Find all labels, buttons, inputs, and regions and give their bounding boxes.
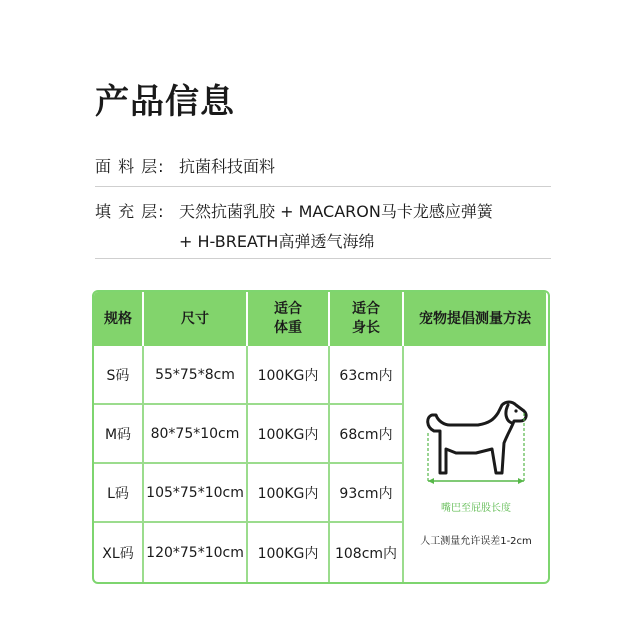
row-m-length: 68cm内 [330, 405, 404, 464]
row-xl-weight: 100KG内 [248, 523, 330, 582]
row-l-length: 93cm内 [330, 464, 404, 523]
fabric-label: 面 料 层: [95, 157, 165, 176]
header-method: 宠物提倡测量方法 [404, 292, 548, 346]
divider-bottom [95, 258, 551, 259]
row-l-size: L码 [94, 464, 144, 523]
row-s-length: 63cm内 [330, 346, 404, 405]
row-s-size: S码 [94, 346, 144, 405]
filling-label: 填 充 层: [95, 202, 165, 221]
filling-info [95, 197, 551, 257]
fabric-value: 抗菌科技面料 [179, 157, 276, 176]
row-m-weight: 100KG内 [248, 405, 330, 464]
divider-top [95, 186, 551, 187]
row-l-weight: 100KG内 [248, 464, 330, 523]
header-size: 规格 [94, 292, 144, 346]
filling-value-line2: + H-BREATH高弹透气海绵 [179, 232, 375, 251]
dog-outline-icon [416, 387, 536, 497]
row-xl-size: XL码 [94, 523, 144, 582]
row-m-dimensions: 80*75*10cm [144, 405, 248, 464]
row-m-size: M码 [94, 405, 144, 464]
header-length-line2: 身长 [352, 320, 380, 336]
error-note: 人工测量允许误差1-2cm [420, 536, 532, 547]
header-weight [248, 292, 330, 346]
row-s-dimensions: 55*75*8cm [144, 346, 248, 405]
fabric-info [95, 152, 551, 182]
header-weight-line1: 适合 [274, 301, 302, 317]
header-length-line1: 适合 [352, 301, 380, 317]
row-l-dimensions: 105*75*10cm [144, 464, 248, 523]
measure-label: 嘴巴至屁股长度 [441, 503, 511, 514]
row-xl-length: 108cm内 [330, 523, 404, 582]
header-weight-line2: 体重 [274, 320, 302, 336]
header-length [330, 292, 404, 346]
row-xl-dimensions: 120*75*10cm [144, 523, 248, 582]
measurement-method [404, 346, 548, 582]
header-dimensions: 尺寸 [144, 292, 248, 346]
size-spec-table [92, 290, 550, 584]
filling-value-line1: 天然抗菌乳胶 + MACARON马卡龙感应弹簧 [179, 202, 493, 221]
page-title: 产品信息 [95, 82, 235, 122]
row-s-weight: 100KG内 [248, 346, 330, 405]
